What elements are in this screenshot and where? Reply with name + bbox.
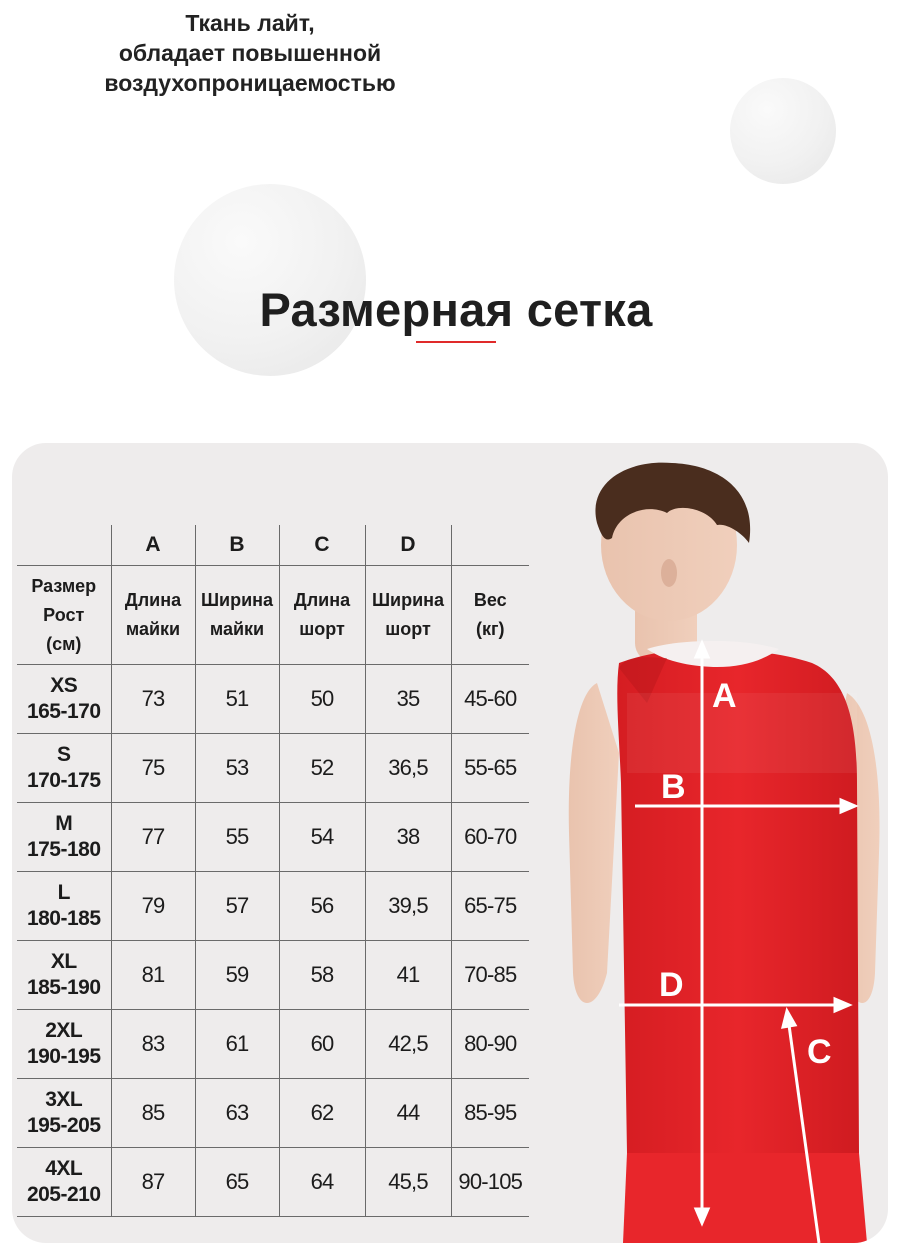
value-c: 62 [279,1079,365,1148]
size-cell [17,1148,111,1217]
height-range: 190-195 [26,1045,101,1068]
table-header-b [195,566,279,665]
table-row [17,1010,529,1079]
table-letter-row [17,525,529,566]
value-a: 79 [111,872,195,941]
value-d: 45,5 [365,1148,451,1217]
table-letter-cell: D [365,525,451,566]
size-label: L [57,881,70,904]
size-label: M [55,812,73,835]
size-label: 3XL [45,1088,83,1111]
jersey-panel [627,693,857,773]
table-row [17,941,529,1010]
intro-line: Ткань лайт, [185,10,315,36]
value-d: 35 [365,665,451,734]
value-weight: 90-105 [451,1148,529,1217]
table-header-d [365,566,451,665]
value-a: 77 [111,803,195,872]
table-letter-cell [451,525,529,566]
header-line: Вес [473,590,507,610]
height-range: 170-175 [26,769,101,792]
value-a: 85 [111,1079,195,1148]
value-a: 83 [111,1010,195,1079]
measure-label-d: D [659,966,684,1004]
model-photo-icon [557,453,888,1243]
value-weight: 80-90 [451,1010,529,1079]
table-header-a [111,566,195,665]
value-d: 42,5 [365,1010,451,1079]
value-d: 38 [365,803,451,872]
table-letter-cell: C [279,525,365,566]
size-cell [17,1079,111,1148]
table-header-row [17,566,529,665]
value-c: 50 [279,665,365,734]
value-a: 75 [111,734,195,803]
height-range: 180-185 [26,907,101,930]
value-weight: 65-75 [451,872,529,941]
value-a: 87 [111,1148,195,1217]
header-line: Ширина [200,590,274,610]
model-figure [557,453,888,1243]
intro-text [40,8,460,98]
value-b: 59 [195,941,279,1010]
value-c: 60 [279,1010,365,1079]
measure-label-a: A [712,677,737,715]
ear-shape [661,559,677,587]
size-label: 4XL [45,1157,83,1180]
page-title: Размерная сетка [259,283,653,336]
measure-label-c: C [807,1033,832,1071]
header-line: майки [125,619,181,639]
size-cell [17,941,111,1010]
value-weight: 45-60 [451,665,529,734]
value-b: 63 [195,1079,279,1148]
decorative-circle [730,78,836,184]
value-c: 56 [279,872,365,941]
header-line: шорт [299,619,345,639]
table-header-size [17,566,111,665]
table-row [17,734,529,803]
intro-line: воздухопроницаемостью [104,70,396,96]
value-d: 44 [365,1079,451,1148]
table-letter-cell [17,525,111,566]
shorts-shape [623,1153,867,1243]
table-row [17,803,529,872]
title-underline [416,341,496,343]
intro-line: обладает повышенной [118,40,382,66]
value-b: 55 [195,803,279,872]
height-range: 205-210 [26,1183,101,1206]
height-range: 195-205 [26,1114,101,1137]
left-arm-shape [569,683,619,1003]
size-cell [17,803,111,872]
value-a: 81 [111,941,195,1010]
size-cell [17,734,111,803]
size-chart-panel [12,443,888,1243]
header-line: шорт [385,619,431,639]
table-header-weight [451,566,529,665]
value-b: 65 [195,1148,279,1217]
value-b: 61 [195,1010,279,1079]
table-header-c [279,566,365,665]
value-b: 51 [195,665,279,734]
table-row [17,1079,529,1148]
size-cell [17,665,111,734]
size-cell [17,1010,111,1079]
value-b: 53 [195,734,279,803]
size-table [17,525,529,1217]
header-line: Рост [43,604,85,625]
table-row [17,1148,529,1217]
value-c: 64 [279,1148,365,1217]
value-d: 36,5 [365,734,451,803]
value-c: 58 [279,941,365,1010]
size-label: S [56,743,71,766]
header-line: майки [209,619,265,639]
table-row [17,665,529,734]
value-d: 39,5 [365,872,451,941]
header-line: (кг) [476,619,505,639]
height-range: 175-180 [26,838,101,861]
header-line: Размер [31,575,97,596]
size-label: XL [50,950,77,973]
value-weight: 60-70 [451,803,529,872]
height-range: 185-190 [26,976,101,999]
value-weight: 70-85 [451,941,529,1010]
header-line: Длина [293,590,351,610]
value-d: 41 [365,941,451,1010]
table-row [17,872,529,941]
measure-label-b: B [661,768,686,806]
value-weight: 85-95 [451,1079,529,1148]
table-letter-cell: B [195,525,279,566]
size-label: XS [50,674,78,697]
size-cell [17,872,111,941]
table-letter-cell: A [111,525,195,566]
header-line: Ширина [371,590,445,610]
height-range: 165-170 [26,700,101,723]
size-label: 2XL [45,1019,83,1042]
decorative-circle [174,184,366,376]
value-weight: 55-65 [451,734,529,803]
value-c: 54 [279,803,365,872]
value-b: 57 [195,872,279,941]
header-line: Длина [124,590,182,610]
value-c: 52 [279,734,365,803]
header-line: (см) [46,633,82,654]
value-a: 73 [111,665,195,734]
